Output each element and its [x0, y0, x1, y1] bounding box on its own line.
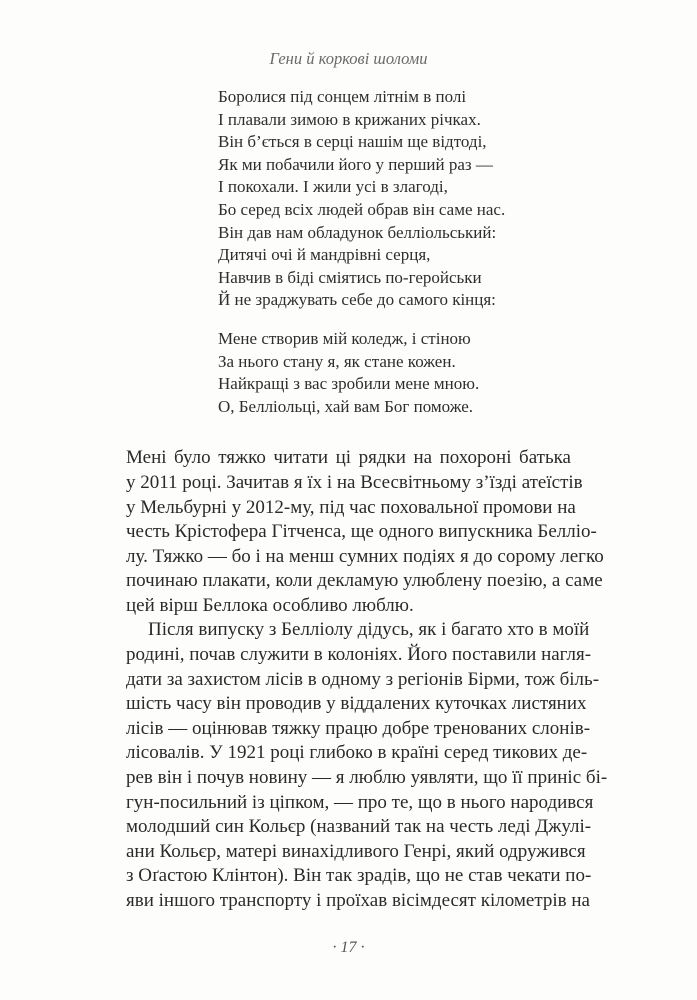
running-head: Гени й коркові шоломи — [269, 49, 428, 68]
verse-line: Найкращі з вас зробили мене мною. — [218, 374, 480, 394]
text-line: лу. Тяжко — бо і на менш сумних подіях я до сорому легко — [126, 545, 604, 567]
verse-line: Він дав нам обладунок белліольський: — [218, 222, 497, 242]
text-line: починаю плакати, коли декламую улюблену поезію, а саме — [126, 570, 603, 592]
text-line: яви іншого транспорту і проїхав вісімдесят кілометрів на — [126, 890, 590, 911]
verse-line: Як ми побачили його у перший раз — — [218, 154, 493, 174]
text-line: цей вірш Беллока особливо люблю. — [126, 594, 414, 616]
text-line: Після випуску з Белліолу дідусь, як і багато хто в моїй — [148, 619, 590, 641]
body-text — [126, 446, 608, 913]
poem — [218, 86, 505, 418]
verse-line: Мене створив мій коледж, і стіною — [218, 328, 471, 348]
text-line: молодший син Кольєр (названий так на честь леді Джулі- — [126, 816, 592, 838]
verse-line: О, Белліольці, хай вам Бог поможе. — [218, 396, 474, 416]
verse-line: За нього стану я, як стане кожен. — [218, 351, 456, 371]
paragraph-2 — [126, 618, 608, 913]
text-line: у 2011 році. Зачитав я їх і на Всесвітньому з’їзді атеїстів — [126, 471, 583, 493]
page-number: · 17 · — [332, 938, 365, 956]
text-line: шість часу він проводив у віддалених куточках листяних — [126, 693, 587, 715]
text-line: у Мельбурні у 2012-му, під час поховальної промови на — [126, 496, 576, 518]
text-line: честь Крістофера Гітченса, ще одного випускника Белліо- — [126, 521, 597, 543]
poem-stanza-1 — [218, 86, 505, 312]
text-line: ани Кольєр, матері винахідливого Генрі, який одружився — [126, 840, 586, 862]
paragraph-1 — [126, 446, 604, 618]
verse-line: Навчив в біді сміятись по-геройськи — [218, 267, 482, 287]
text-line: лісовалів. У 1921 році глибоко в країні серед тикових де- — [126, 742, 588, 764]
poem-stanza-2 — [218, 328, 505, 418]
verse-line: І покохали. І жили усі в злагоді, — [218, 177, 448, 197]
verse-line: Він б’ється в серці нашім ще відтоді, — [218, 132, 487, 152]
text-line: лісів — оцінював тяжку працю добре тренованих слонів- — [126, 717, 591, 739]
text-line: родині, почав служити в колоніях. Його поставили нагля- — [126, 644, 592, 666]
verse-line: Дитячі очі й мандрівні серця, — [218, 245, 431, 265]
verse-line: Бо серед всіх людей обрав він саме нас. — [218, 199, 506, 219]
text-line: гун-посильний із ціпком, — про те, що в нього народився — [126, 791, 594, 813]
text-line: рев він і почув новину — я люблю уявляти, що її приніс бі- — [126, 767, 608, 789]
text-line: Мені було тяжко читати ці рядки на похороні батька — [126, 447, 571, 469]
verse-line: Й не зраджувать себе до самого кінця: — [218, 290, 496, 310]
text-line: дати за захистом лісів в одному з регіонів Бірми, тож біль- — [126, 668, 600, 690]
verse-line: Боролися під сонцем літнім в полі — [218, 87, 467, 106]
text-line: з Оґастою Клінтон). Він так зрадів, що не став чекати по- — [126, 865, 592, 887]
verse-line: І плавали зимою в крижаних річках. — [218, 109, 481, 129]
